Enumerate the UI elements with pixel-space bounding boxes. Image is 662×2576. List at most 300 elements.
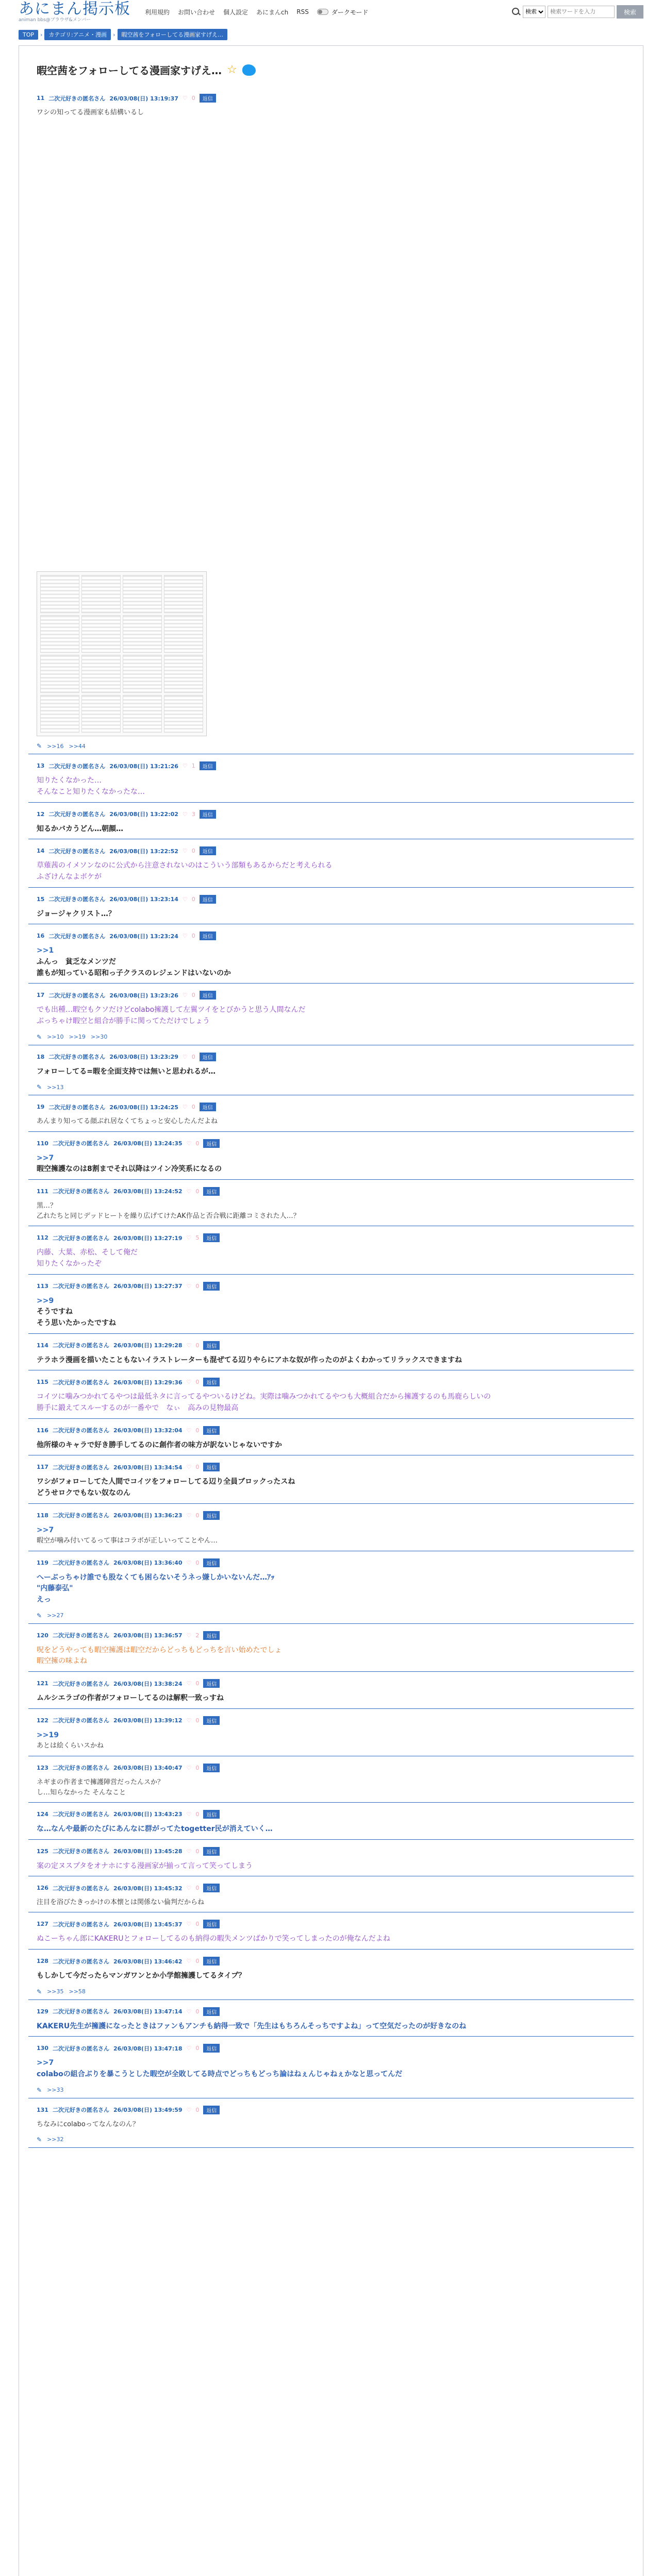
post-number[interactable]: 128 bbox=[37, 1958, 48, 1965]
post-number[interactable]: 16 bbox=[37, 933, 45, 940]
reply-button[interactable]: 返信 bbox=[203, 1716, 220, 1725]
post bbox=[28, 2098, 634, 2148]
post-body bbox=[37, 1116, 625, 1127]
post-date: 26/03/08(日) 13:27:37 bbox=[113, 1283, 183, 1290]
post bbox=[28, 1132, 634, 1180]
post-text-line: コイツに噛みつかれてるやつは最低ネタに言ってるやついるけどね。実際は噛みつかれてるやつも大概組合だから擁護するのも馬鹿らしいの bbox=[37, 1393, 491, 1401]
reply-button[interactable]: 返信 bbox=[203, 2106, 220, 2114]
reply-button[interactable]: 返信 bbox=[203, 1282, 220, 1291]
like-heart-icon[interactable]: ♡ bbox=[186, 2008, 192, 2015]
like-heart-icon[interactable]: ♡ bbox=[186, 1632, 192, 1639]
thumbnail-panel bbox=[164, 615, 203, 653]
reply-pencil-icon: ✎ bbox=[37, 1612, 42, 1619]
reply-link[interactable]: >>16 bbox=[47, 742, 64, 750]
poster-name: 二次元好きの匿名さん bbox=[48, 896, 106, 903]
breadcrumb-top[interactable]: TOP bbox=[19, 30, 38, 40]
post-date: 26/03/08(日) 13:29:28 bbox=[113, 1342, 183, 1349]
reply-link[interactable]: >>44 bbox=[69, 742, 86, 750]
post-text-line: 知りたくなかった… bbox=[37, 776, 102, 785]
post-number[interactable]: 125 bbox=[37, 1848, 48, 1855]
reply-link[interactable]: >>35 bbox=[47, 1988, 64, 1995]
post-body bbox=[37, 1971, 625, 1982]
breadcrumb-separator: › bbox=[113, 31, 115, 38]
like-heart-icon[interactable]: ♡ bbox=[182, 762, 188, 770]
poster-name: 二次元好きの匿名さん bbox=[52, 1811, 109, 1818]
toggle-switch[interactable] bbox=[317, 9, 328, 15]
like-heart-icon[interactable]: ♡ bbox=[186, 1140, 192, 1147]
post-text-line: 暇空擁護なのは8割までそれ以降はツイン冷笑系になるの bbox=[37, 1165, 222, 1174]
quote-anchor-link[interactable]: >>9 bbox=[37, 1296, 54, 1305]
reply-links bbox=[37, 1033, 625, 1041]
reply-button[interactable]: 返信 bbox=[203, 1558, 220, 1567]
post-header bbox=[37, 1558, 625, 1567]
like-count: 0 bbox=[195, 1140, 200, 1147]
post-number[interactable]: 114 bbox=[37, 1342, 48, 1349]
like-count: 0 bbox=[195, 1885, 200, 1892]
reply-button[interactable]: 返信 bbox=[203, 1847, 220, 1856]
like-count: 0 bbox=[191, 1053, 195, 1060]
like-heart-icon[interactable]: ♡ bbox=[186, 1512, 192, 1519]
poster-name: 二次元好きの匿名さん bbox=[48, 1104, 106, 1111]
post bbox=[28, 1840, 634, 1877]
post-number[interactable]: 112 bbox=[37, 1234, 48, 1242]
like-heart-icon[interactable]: ♡ bbox=[186, 1680, 192, 1687]
thumbnail-panel bbox=[40, 655, 79, 693]
reply-button[interactable]: 返信 bbox=[200, 94, 216, 103]
like-heart-icon[interactable]: ♡ bbox=[182, 992, 188, 999]
reply-link[interactable]: >>30 bbox=[90, 1033, 108, 1041]
like-heart-icon[interactable]: ♡ bbox=[186, 1427, 192, 1434]
reply-button[interactable]: 返信 bbox=[200, 1053, 216, 1061]
breadcrumb-category[interactable]: カテゴリ:アニメ・漫画 bbox=[44, 29, 111, 40]
thumbnail-panel bbox=[123, 615, 162, 653]
like-count: 0 bbox=[195, 2045, 200, 2052]
post-header bbox=[37, 1233, 625, 1242]
post-number[interactable]: 119 bbox=[37, 1559, 48, 1566]
post-body bbox=[37, 1296, 625, 1329]
post-date: 26/03/08(日) 13:27:19 bbox=[113, 1234, 183, 1242]
reply-button[interactable]: 返信 bbox=[200, 1103, 216, 1111]
poster-name: 二次元好きの匿名さん bbox=[48, 1054, 106, 1061]
post-body bbox=[37, 945, 625, 979]
post-number[interactable]: 11 bbox=[37, 95, 45, 101]
post-date: 26/03/08(日) 13:49:59 bbox=[113, 2107, 183, 2114]
logo-text[interactable]: あにまん掲示板 bbox=[19, 0, 130, 18]
reply-links bbox=[37, 1988, 625, 1995]
post-number[interactable]: 18 bbox=[37, 1053, 45, 1060]
post-header bbox=[37, 761, 625, 770]
like-count: 0 bbox=[191, 848, 195, 855]
post-header bbox=[37, 1341, 625, 1350]
reply-link[interactable]: >>19 bbox=[69, 1033, 86, 1041]
post-text-line: でも出種…暇空もクソだけどcolabo擁護して左翼ツイをとびかうと思う人間なんだ bbox=[37, 1006, 306, 1014]
post-number[interactable]: 115 bbox=[37, 1379, 48, 1386]
reply-link[interactable]: >>27 bbox=[47, 1612, 64, 1619]
post-body bbox=[37, 1392, 625, 1414]
reply-button[interactable]: 返信 bbox=[203, 1463, 220, 1471]
post-body bbox=[37, 108, 625, 118]
post-number[interactable]: 121 bbox=[37, 1680, 48, 1687]
post-date: 26/03/08(日) 13:19:37 bbox=[109, 95, 178, 102]
post-text-line: 乙れたちと同じデッドヒートを繰り広げてけたAK作品と否合戦に距離コミされた人…？ bbox=[37, 1212, 300, 1221]
search-button[interactable]: 検索 bbox=[617, 5, 643, 19]
reply-links bbox=[37, 2136, 625, 2143]
post-date: 26/03/08(日) 13:24:52 bbox=[113, 1188, 183, 1195]
post-text-line: し…知らなかった そんなこと bbox=[37, 1788, 126, 1797]
like-count: 0 bbox=[195, 1427, 200, 1434]
thumbnail-panel bbox=[164, 575, 203, 613]
like-heart-icon[interactable]: ♡ bbox=[182, 95, 188, 101]
post-body bbox=[37, 1730, 625, 1752]
post-header bbox=[37, 94, 625, 103]
poster-name: 二次元好きの匿名さん bbox=[52, 1885, 109, 1892]
reply-button[interactable]: 返信 bbox=[203, 2044, 220, 2053]
post-text-line: ちなみにcolaboってなんなのん？ bbox=[37, 2120, 139, 2128]
nav-terms-link[interactable]: 利用規約 bbox=[145, 8, 170, 16]
reply-button[interactable]: 返信 bbox=[203, 1920, 220, 1928]
post-text-line: ぶっちゃけ暇空と組合が勝手に関ってただけでしょう bbox=[37, 1017, 210, 1026]
favorite-star-icon[interactable]: ☆ bbox=[227, 63, 237, 76]
reply-links bbox=[37, 742, 625, 750]
like-heart-icon[interactable]: ♡ bbox=[186, 1559, 192, 1566]
reply-button[interactable]: 返信 bbox=[203, 1884, 220, 1892]
reply-link[interactable]: >>10 bbox=[47, 1033, 64, 1041]
like-heart-icon[interactable]: ♡ bbox=[182, 895, 188, 903]
poster-name: 二次元好きの匿名さん bbox=[52, 2045, 109, 2052]
post-number[interactable]: 129 bbox=[37, 2008, 48, 2015]
post-header bbox=[37, 1631, 625, 1640]
reply-button[interactable]: 返信 bbox=[203, 1378, 220, 1386]
post-number[interactable]: 113 bbox=[37, 1282, 48, 1290]
thumbnail-panel bbox=[164, 695, 203, 733]
post-number[interactable]: 124 bbox=[37, 1810, 48, 1818]
like-heart-icon[interactable]: ♡ bbox=[186, 1848, 192, 1855]
post-text-line: colaboの組合ぶりを暴こうとした暇空が全敗してる時点でどっちもどっち論はねぇんじゃねぇかなと思ってんだ bbox=[37, 2070, 403, 2079]
like-heart-icon[interactable]: ♡ bbox=[186, 2106, 192, 2113]
quote-anchor-link[interactable]: >>1 bbox=[37, 946, 54, 955]
quote-anchor-link[interactable]: >>19 bbox=[37, 1731, 59, 1739]
reply-button[interactable]: 返信 bbox=[203, 2007, 220, 2016]
thread-title-row bbox=[28, 46, 634, 87]
post-text-line: えっ bbox=[37, 1595, 51, 1604]
post-header bbox=[37, 895, 625, 904]
quote-anchor-link[interactable]: >>7 bbox=[37, 1154, 54, 1162]
post-number[interactable]: 15 bbox=[37, 895, 45, 903]
like-count: 0 bbox=[195, 1680, 200, 1687]
poster-name: 二次元好きの匿名さん bbox=[52, 1680, 109, 1687]
post-number[interactable]: 120 bbox=[37, 1632, 48, 1639]
post-header bbox=[37, 1282, 625, 1291]
poster-name: 二次元好きの匿名さん bbox=[52, 2008, 109, 2015]
reply-button[interactable]: 返信 bbox=[200, 931, 216, 940]
post-number[interactable]: 19 bbox=[37, 1104, 45, 1111]
post-text-line: 草薙茜のイメソンなのに公式から注意されないのはこういう部類もあるからだと考えられる bbox=[37, 861, 333, 870]
post-number[interactable]: 123 bbox=[37, 1764, 48, 1771]
reply-links bbox=[37, 2087, 625, 2094]
poster-name: 二次元好きの匿名さん bbox=[52, 1342, 109, 1349]
post-text-line: フォローしてる=暇を全面支持では無いと思われるが… bbox=[37, 1067, 216, 1076]
post-header bbox=[37, 2106, 625, 2114]
nav-settings-link[interactable]: 個人設定 bbox=[223, 8, 249, 16]
like-heart-icon[interactable]: ♡ bbox=[186, 1234, 192, 1242]
post bbox=[28, 1455, 634, 1503]
post-number[interactable]: 116 bbox=[37, 1427, 48, 1434]
post bbox=[28, 984, 634, 1045]
like-count: 0 bbox=[195, 1921, 200, 1928]
like-count: 0 bbox=[191, 933, 195, 940]
post bbox=[28, 1370, 634, 1418]
image-spacer bbox=[37, 118, 625, 561]
thumbnail-panel bbox=[81, 615, 121, 653]
post-number[interactable]: 131 bbox=[37, 2106, 48, 2113]
reply-button[interactable]: 返信 bbox=[200, 895, 216, 904]
reply-button[interactable]: 返信 bbox=[200, 761, 216, 770]
post-number[interactable]: 126 bbox=[37, 1885, 48, 1892]
post-header bbox=[37, 1847, 625, 1856]
reply-button[interactable]: 返信 bbox=[203, 1187, 220, 1196]
post-header bbox=[37, 1511, 625, 1520]
post-text-line: そんなこと知りたくなかったな… bbox=[37, 787, 145, 796]
like-heart-icon[interactable]: ♡ bbox=[182, 848, 188, 855]
post-number[interactable]: 17 bbox=[37, 992, 45, 999]
post-body bbox=[37, 1247, 625, 1269]
post-body bbox=[37, 909, 625, 920]
like-heart-icon[interactable]: ♡ bbox=[182, 1104, 188, 1111]
quote-anchor-link[interactable]: >>7 bbox=[37, 2059, 54, 2067]
poster-name: 二次元好きの匿名さん bbox=[52, 1512, 109, 1519]
post-list bbox=[28, 87, 634, 2148]
post-body bbox=[37, 2120, 625, 2130]
twitter-share-icon[interactable] bbox=[242, 64, 256, 76]
post-text-line: KAKERU先生が擁護になったときはファンもアンチも納得一致で「先生はもちろんそっちですよね」って空気だったのが好きなのね bbox=[37, 2022, 467, 2030]
poster-name: 二次元好きの匿名さん bbox=[52, 1717, 109, 1724]
like-heart-icon[interactable]: ♡ bbox=[186, 1379, 192, 1386]
breadcrumb-thread[interactable]: 暇空茜をフォローしてる漫画家すげえ… bbox=[118, 29, 227, 40]
search-input[interactable] bbox=[548, 6, 615, 18]
post-text-line: へーぶっちゃけ誰でも股なくても困らないそうネっ嫌しかいないんだ…ｱｯ bbox=[37, 1573, 275, 1582]
post-header bbox=[37, 1103, 625, 1111]
like-count: 0 bbox=[195, 1559, 200, 1566]
dark-mode-toggle[interactable] bbox=[317, 8, 369, 16]
reply-button[interactable]: 返信 bbox=[203, 1631, 220, 1640]
post bbox=[28, 839, 634, 887]
like-count: 0 bbox=[191, 895, 195, 903]
post bbox=[28, 1672, 634, 1709]
post-text-line: ワシの知ってる漫画家も結構いるし bbox=[37, 109, 144, 116]
like-heart-icon[interactable]: ♡ bbox=[182, 1053, 188, 1060]
nav-animanch-link[interactable]: あにまんch bbox=[256, 8, 289, 16]
like-heart-icon[interactable]: ♡ bbox=[186, 1188, 192, 1195]
post-number[interactable]: 110 bbox=[37, 1140, 48, 1147]
like-heart-icon[interactable]: ♡ bbox=[186, 1921, 192, 1928]
post bbox=[28, 924, 634, 984]
post-number[interactable]: 122 bbox=[37, 1717, 48, 1724]
reply-button[interactable]: 返信 bbox=[203, 1139, 220, 1148]
reply-button[interactable]: 返信 bbox=[200, 991, 216, 999]
like-heart-icon[interactable]: ♡ bbox=[186, 1764, 192, 1771]
post bbox=[28, 1180, 634, 1226]
like-heart-icon[interactable]: ♡ bbox=[186, 1464, 192, 1471]
post-body bbox=[37, 1477, 625, 1499]
reply-button[interactable]: 返信 bbox=[203, 1426, 220, 1435]
post-text-line: 注目を浴びたきっかけの本懐とは関係ない倫判だからね bbox=[37, 1899, 205, 1907]
like-count: 0 bbox=[191, 95, 195, 101]
like-heart-icon[interactable]: ♡ bbox=[186, 1282, 192, 1290]
like-count: 0 bbox=[195, 1958, 200, 1965]
breadcrumb-separator: › bbox=[40, 31, 43, 38]
post-header bbox=[37, 1884, 625, 1892]
reply-button[interactable]: 返信 bbox=[203, 1233, 220, 1242]
search-icon bbox=[511, 7, 521, 16]
post-date: 26/03/08(日) 13:45:37 bbox=[113, 1921, 183, 1928]
post-number[interactable]: 117 bbox=[37, 1464, 48, 1471]
post-date: 26/03/08(日) 13:34:54 bbox=[113, 1464, 183, 1471]
search-scope-select[interactable] bbox=[523, 6, 545, 18]
site-logo[interactable] bbox=[19, 2, 130, 23]
post-number[interactable]: 13 bbox=[37, 762, 45, 770]
post-number[interactable]: 130 bbox=[37, 2045, 48, 2052]
reply-link[interactable]: >>58 bbox=[69, 1988, 86, 1995]
post-text-line: 暇空擁の味よね bbox=[37, 1657, 87, 1666]
post-date: 26/03/08(日) 13:24:35 bbox=[113, 1140, 183, 1147]
like-heart-icon[interactable]: ♡ bbox=[186, 1958, 192, 1965]
post bbox=[28, 1095, 634, 1131]
like-count: 2 bbox=[195, 1632, 200, 1639]
poster-name: 二次元好きの匿名さん bbox=[48, 992, 106, 999]
poster-name: 二次元好きの匿名さん bbox=[52, 1379, 109, 1386]
post-text-line: 誰もが知っている昭和っ子クラスのレジェンドはいないのか bbox=[37, 969, 231, 977]
post bbox=[28, 1504, 634, 1551]
like-count: 0 bbox=[195, 1282, 200, 1290]
post-date: 26/03/08(日) 13:29:36 bbox=[113, 1379, 183, 1386]
reply-links bbox=[37, 1612, 625, 1619]
post bbox=[28, 1709, 634, 1756]
post-date: 26/03/08(日) 13:23:26 bbox=[109, 992, 178, 999]
like-heart-icon[interactable]: ♡ bbox=[186, 2045, 192, 2052]
like-count: 0 bbox=[195, 1848, 200, 1855]
post-text-line: "内藤泰弘" bbox=[37, 1584, 73, 1593]
reply-link[interactable]: >>13 bbox=[47, 1083, 64, 1091]
post-text-line: そうですね bbox=[37, 1308, 73, 1316]
like-heart-icon[interactable]: ♡ bbox=[182, 810, 188, 818]
post-text-line: 内藤、大葉、赤松、そして俺だ bbox=[37, 1248, 138, 1257]
post-number[interactable]: 111 bbox=[37, 1188, 48, 1195]
post-text-line: 呪をどうやっても暇空擁護は暇空だからどっちもどっちを言い始めたでしょ bbox=[37, 1646, 282, 1654]
post-header bbox=[37, 1810, 625, 1819]
thread-container bbox=[19, 45, 643, 2576]
post-text-line: な…なんや最新のたびにあんなに群がってたtogetter民が消えていく… bbox=[37, 1824, 273, 1833]
like-heart-icon[interactable]: ♡ bbox=[186, 1342, 192, 1349]
reply-link[interactable]: >>32 bbox=[47, 2136, 64, 2143]
poster-name: 二次元好きの匿名さん bbox=[48, 848, 106, 855]
search-area bbox=[511, 5, 643, 19]
reply-button[interactable]: 返信 bbox=[203, 1511, 220, 1520]
post-body bbox=[37, 1440, 625, 1451]
like-heart-icon[interactable]: ♡ bbox=[186, 1810, 192, 1818]
post-header bbox=[37, 1139, 625, 1148]
post-text-line: ふんっ 貧乏なメンツだ bbox=[37, 957, 116, 966]
breadcrumb bbox=[0, 24, 662, 40]
post-header bbox=[37, 1920, 625, 1928]
post-body bbox=[37, 1645, 625, 1667]
like-heart-icon[interactable]: ♡ bbox=[186, 1885, 192, 1892]
post-text-line: 暇空が噛み付いてるって事はコラボが正しいってことやん… bbox=[37, 1537, 218, 1545]
post bbox=[28, 1912, 634, 1950]
attached-image-thumbnail[interactable] bbox=[37, 571, 207, 736]
post-header bbox=[37, 810, 625, 819]
header-links bbox=[145, 8, 368, 16]
like-count: 0 bbox=[195, 1342, 200, 1349]
post bbox=[28, 1419, 634, 1456]
post-date: 26/03/08(日) 13:45:28 bbox=[113, 1848, 183, 1855]
thumbnail-panel bbox=[40, 695, 79, 733]
reply-button[interactable]: 返信 bbox=[200, 810, 216, 819]
post bbox=[28, 803, 634, 840]
like-count: 0 bbox=[195, 1379, 200, 1386]
post-header bbox=[37, 1053, 625, 1061]
post-text-line: ぬこーちゃん郎にKAKERUとフォローしてるのも納得の暇失メンツばかりで笑ってしまったのが俺なんだよね bbox=[37, 1935, 390, 1943]
post bbox=[28, 1226, 634, 1274]
post bbox=[28, 2037, 634, 2098]
post-header bbox=[37, 1378, 625, 1386]
reply-button[interactable]: 返信 bbox=[200, 846, 216, 855]
post-text-line: ジョージャクリスト…？ bbox=[37, 909, 115, 918]
poster-name: 二次元好きの匿名さん bbox=[52, 1958, 109, 1965]
post-text-line: 他所様のキャラで好き勝手してるのに創作者の味方が訳ないじゃないですか bbox=[37, 1440, 282, 1449]
post-number[interactable]: 127 bbox=[37, 1921, 48, 1928]
post-number[interactable]: 12 bbox=[37, 810, 45, 818]
reply-pencil-icon: ✎ bbox=[37, 2136, 42, 2143]
post-body bbox=[37, 1572, 625, 1606]
post-text-line: あんまり知ってる顔ぶれ居なくてちょっと安心したんだよね bbox=[37, 1117, 218, 1126]
like-heart-icon[interactable]: ♡ bbox=[186, 1717, 192, 1724]
thumbnail-panel bbox=[81, 655, 121, 693]
post-date: 26/03/08(日) 13:23:24 bbox=[109, 933, 178, 940]
like-count: 1 bbox=[191, 762, 195, 770]
like-count: 0 bbox=[195, 1717, 200, 1724]
post-text-line: どうせロクでもない奴なのん bbox=[37, 1489, 130, 1498]
post-date: 26/03/08(日) 13:47:14 bbox=[113, 2008, 183, 2015]
like-count: 0 bbox=[195, 2008, 200, 2015]
poster-name: 二次元好きの匿名さん bbox=[48, 95, 106, 102]
post-body bbox=[37, 1066, 625, 1078]
nav-contact-link[interactable]: お問い合わせ bbox=[178, 8, 216, 16]
like-count: 0 bbox=[195, 1512, 200, 1519]
post-text-line: あとは絵くらいスかね bbox=[37, 1742, 104, 1750]
reply-button[interactable]: 返信 bbox=[203, 1764, 220, 1772]
reply-button[interactable]: 返信 bbox=[203, 1957, 220, 1965]
top-navigation-bar bbox=[0, 0, 662, 24]
post-header bbox=[37, 1426, 625, 1435]
post-body bbox=[37, 775, 625, 798]
post-body bbox=[37, 1153, 625, 1175]
quote-anchor-link[interactable]: >>7 bbox=[37, 1526, 54, 1534]
nav-rss-link[interactable]: RSS bbox=[296, 8, 309, 15]
reply-button[interactable]: 返信 bbox=[203, 1341, 220, 1350]
poster-name: 二次元好きの匿名さん bbox=[52, 1427, 109, 1434]
post-date: 26/03/08(日) 13:36:40 bbox=[113, 1560, 183, 1567]
like-heart-icon[interactable]: ♡ bbox=[182, 933, 188, 940]
post-text-line: そう思いたかったですね bbox=[37, 1318, 116, 1327]
reply-link[interactable]: >>33 bbox=[47, 2087, 64, 2094]
reply-button[interactable]: 返信 bbox=[203, 1810, 220, 1819]
reply-button[interactable]: 返信 bbox=[203, 1679, 220, 1688]
post bbox=[28, 87, 634, 754]
post-number[interactable]: 118 bbox=[37, 1512, 48, 1519]
post-body bbox=[37, 1201, 625, 1222]
post bbox=[28, 1551, 634, 1624]
post-number[interactable]: 14 bbox=[37, 848, 45, 855]
